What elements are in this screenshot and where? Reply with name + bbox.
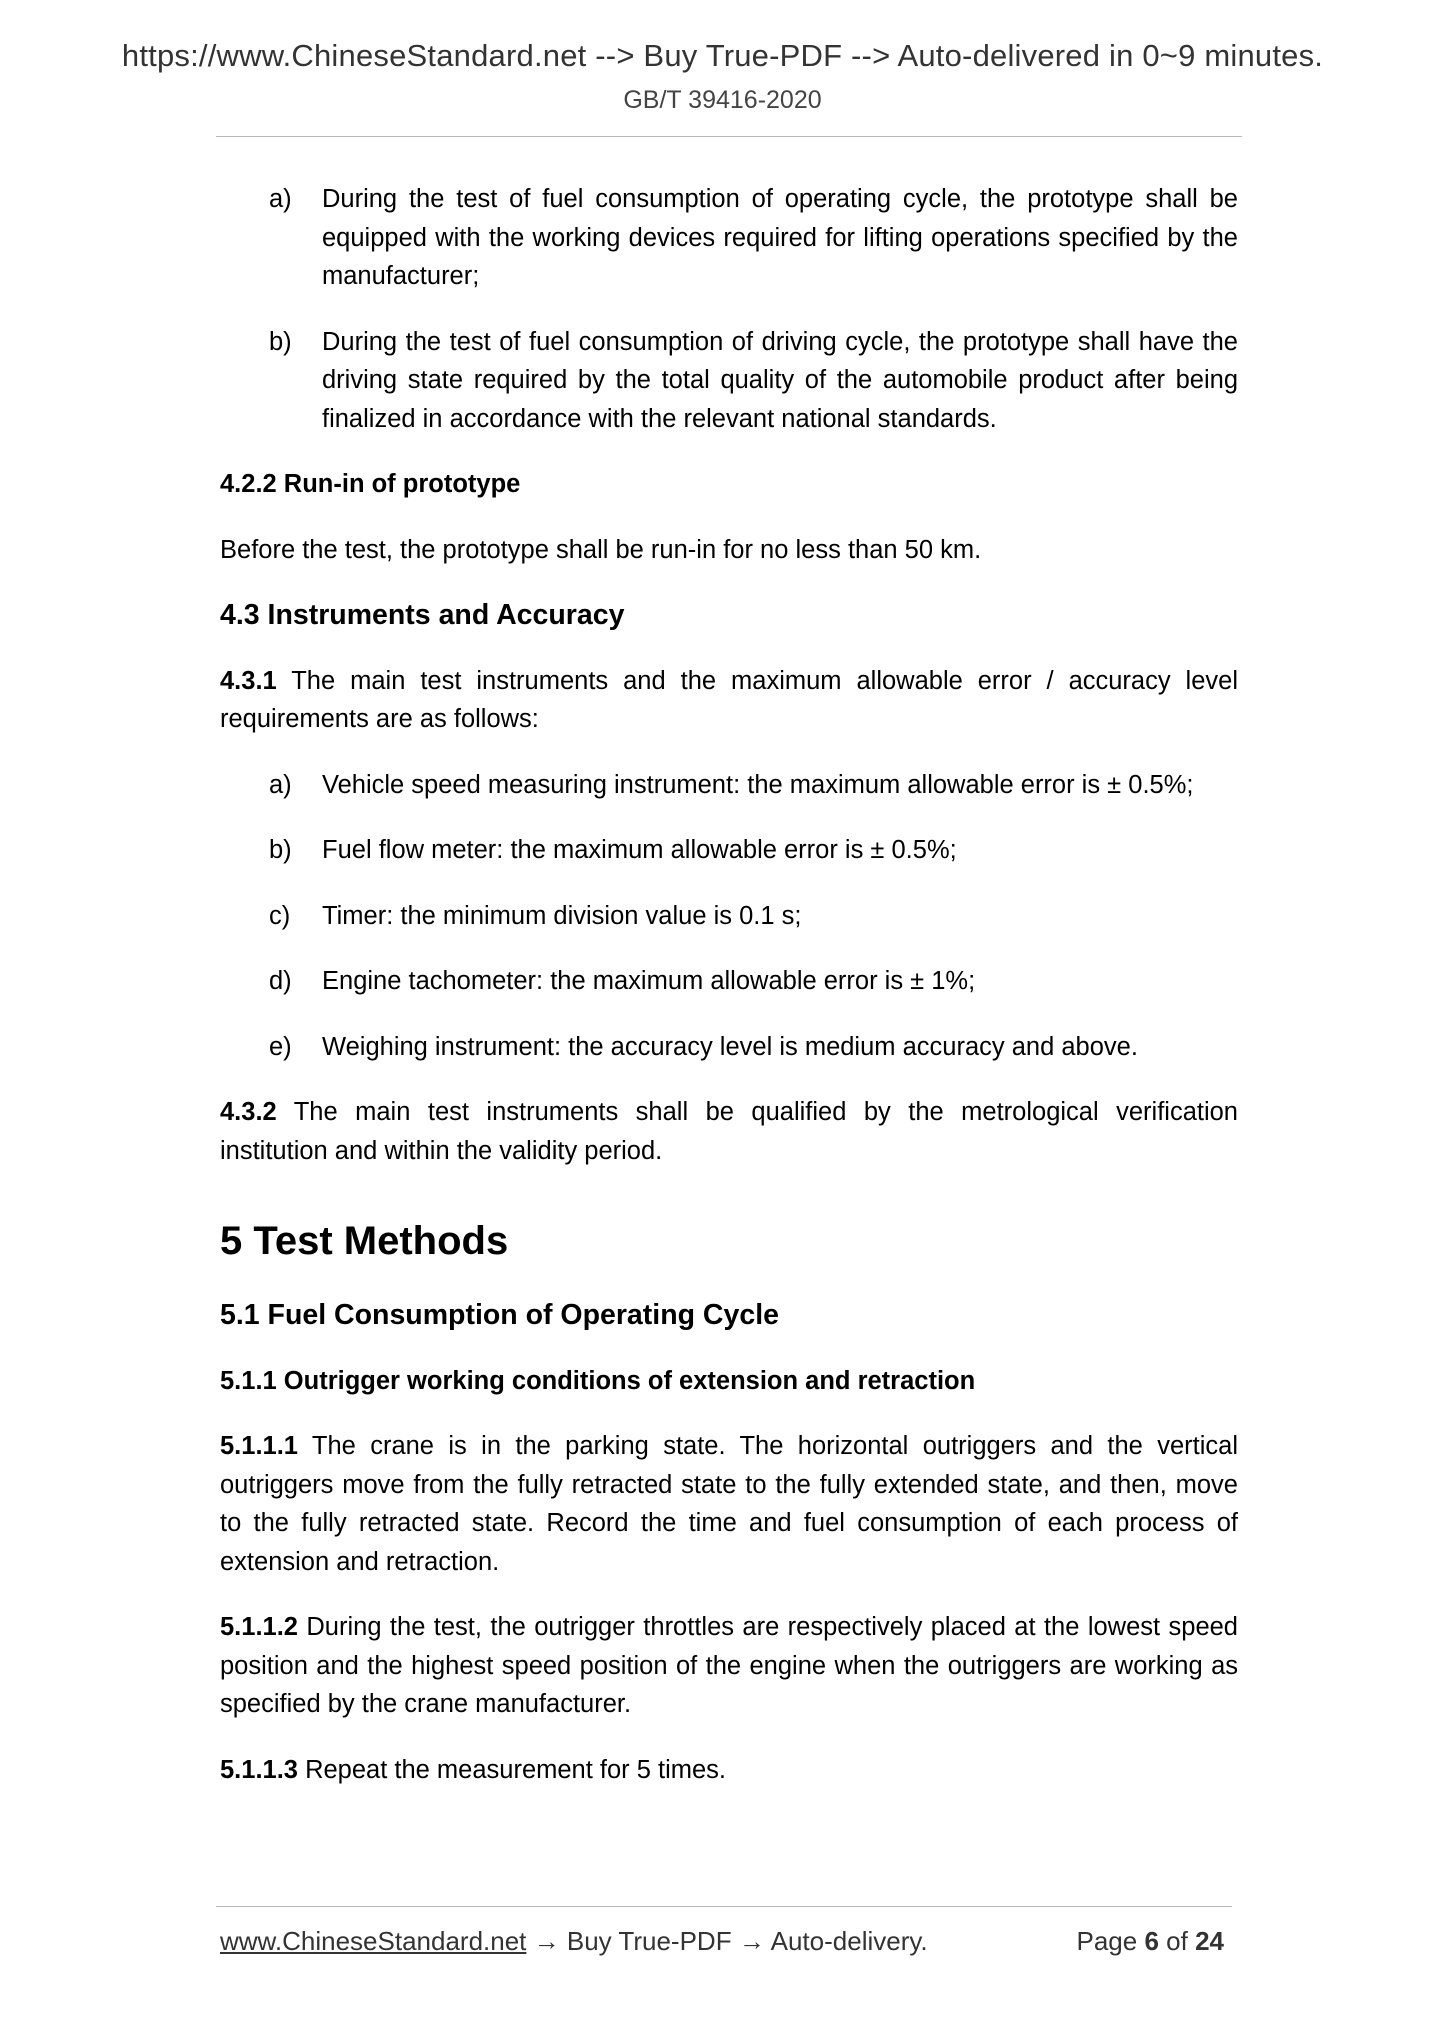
clause-number: 5.1.1.3 [220,1755,298,1784]
paragraph-4-3-1 [220,662,1238,739]
clause-number: 5.1.1.1 [220,1432,298,1460]
list-item [220,897,1238,936]
list-item [220,323,1238,439]
footer-delivery-text: Auto-delivery. [770,1926,928,1956]
heading-4-3: 4.3 Instruments and Accuracy [220,599,625,631]
clause-number: 4.3.2 [220,1098,277,1126]
footer-left [220,1926,928,1957]
page-current: 6 [1144,1926,1159,1956]
paragraph-5-1-1-1 [220,1427,1238,1581]
list-item [220,766,1238,805]
arrow-right-icon: → [738,1926,765,1956]
list-item [220,962,1238,1001]
clause-text: Repeat the measurement for 5 times. [297,1755,727,1784]
list-item-text: During the test of fuel consumption of operating cycle, the prototype shall be equipped with the working devices required for lifting operations specified by the manufacturer; [322,185,1238,290]
heading-5-1-1: 5.1.1 Outrigger working conditions of extension and retraction [220,1366,976,1395]
paragraph-4-3-2 [220,1093,1238,1170]
page-indicator [1076,1926,1224,1957]
list-marker: a) [269,770,292,799]
page-total: 24 [1195,1926,1224,1956]
arrow-right-icon: → [533,1926,560,1956]
list-marker: a) [269,185,292,213]
footer-divider [216,1906,1232,1907]
paragraph-5-1-1-3 [220,1751,1238,1790]
list-marker: b) [269,836,292,864]
paragraph-run-in: Before the test, the prototype shall be run-in for no less than 50 km. [220,535,982,564]
header-url-line: https://www.ChineseStandard.net --> Buy True-PDF --> Auto-delivered in 0~9 minutes. [121,38,1324,73]
clause-text: The main test instruments shall be qualified by the metrological verification institution and within the validity period. [220,1098,1238,1165]
list-item-text: During the test of fuel consumption of driving cycle, the prototype shall have the driving state required by the total quality of the automobile product after being finalized in accordance with the relevant national standards. [322,327,1238,433]
list-item [220,831,1238,870]
list-item-text: Engine tachometer: the maximum allowable error is ± 1%; [322,967,976,995]
page-label: Page [1076,1926,1138,1956]
list-marker: b) [269,327,292,356]
paragraph-5-1-1-2 [220,1608,1238,1724]
clause-number: 4.3.1 [220,666,277,695]
clause-text: The main test instruments and the maximum allowable error / accuracy level requirements are as follows: [220,666,1238,733]
clause-text: During the test, the outrigger throttles are respectively placed at the lowest speed position and the highest speed position of the engine when the outriggers are working as specified by the crane manufacturer. [220,1613,1238,1718]
of-label: of [1166,1926,1188,1956]
footer-site-link[interactable]: www.ChineseStandard.net [220,1926,527,1956]
clause-number: 5.1.1.2 [220,1613,298,1641]
document-body [220,180,1238,1816]
list-item [220,1028,1238,1067]
heading-4-2-2: 4.2.2 Run-in of prototype [220,470,521,498]
standard-code: GB/T 39416-2020 [623,86,822,114]
list-marker: d) [269,967,292,995]
list-item-text: Timer: the minimum division value is 0.1 s; [322,901,802,930]
list-item-text: Weighing instrument: the accuracy level is medium accuracy and above. [322,1032,1138,1061]
list-item-text: Fuel flow meter: the maximum allowable error is ± 0.5%; [322,836,957,864]
heading-5: 5 Test Methods [220,1219,509,1263]
heading-5-1: 5.1 Fuel Consumption of Operating Cycle [220,1299,779,1331]
footer-buy-text: Buy True-PDF [566,1926,732,1956]
list-item [220,180,1238,296]
list-marker: e) [269,1032,292,1061]
header-divider [216,136,1242,137]
list-item-text: Vehicle speed measuring instrument: the maximum allowable error is ± 0.5%; [322,770,1194,799]
clause-text: The crane is in the parking state. The horizontal outriggers and the vertical outriggers move from the fully retracted state to the fully extended state, and then, move to the fully retracted state. Record the time and fuel consumption of each process of extension and retraction. [220,1432,1238,1576]
list-marker: c) [269,901,291,930]
